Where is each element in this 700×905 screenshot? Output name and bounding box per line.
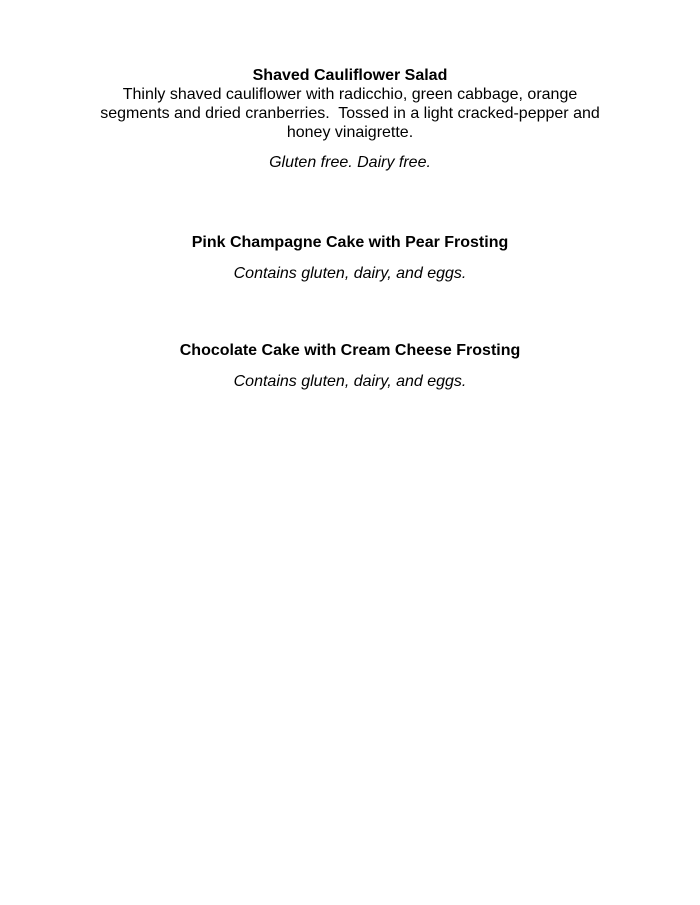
menu-item-pink-champagne-cake: [0, 233, 700, 283]
item-title: Shaved Cauliflower Salad: [252, 67, 448, 84]
item-title: Chocolate Cake with Cream Cheese Frosting: [179, 342, 521, 359]
description-line: segments and dried cranberries. Tossed in a light cracked-pepper and: [100, 105, 600, 122]
dietary-note: Contains gluten, dairy, and eggs.: [233, 373, 467, 390]
item-description: [90, 85, 610, 142]
dietary-note: Gluten free. Dairy free.: [269, 154, 431, 171]
menu-item-chocolate-cake: [0, 341, 700, 391]
description-line: Thinly shaved cauliflower with radicchio, green cabbage, orange: [122, 86, 578, 103]
menu-item-cauliflower-salad: [0, 66, 700, 172]
dietary-note: Contains gluten, dairy, and eggs.: [233, 265, 467, 282]
description-line: honey vinaigrette.: [286, 124, 414, 141]
item-title: Pink Champagne Cake with Pear Frosting: [191, 234, 509, 251]
